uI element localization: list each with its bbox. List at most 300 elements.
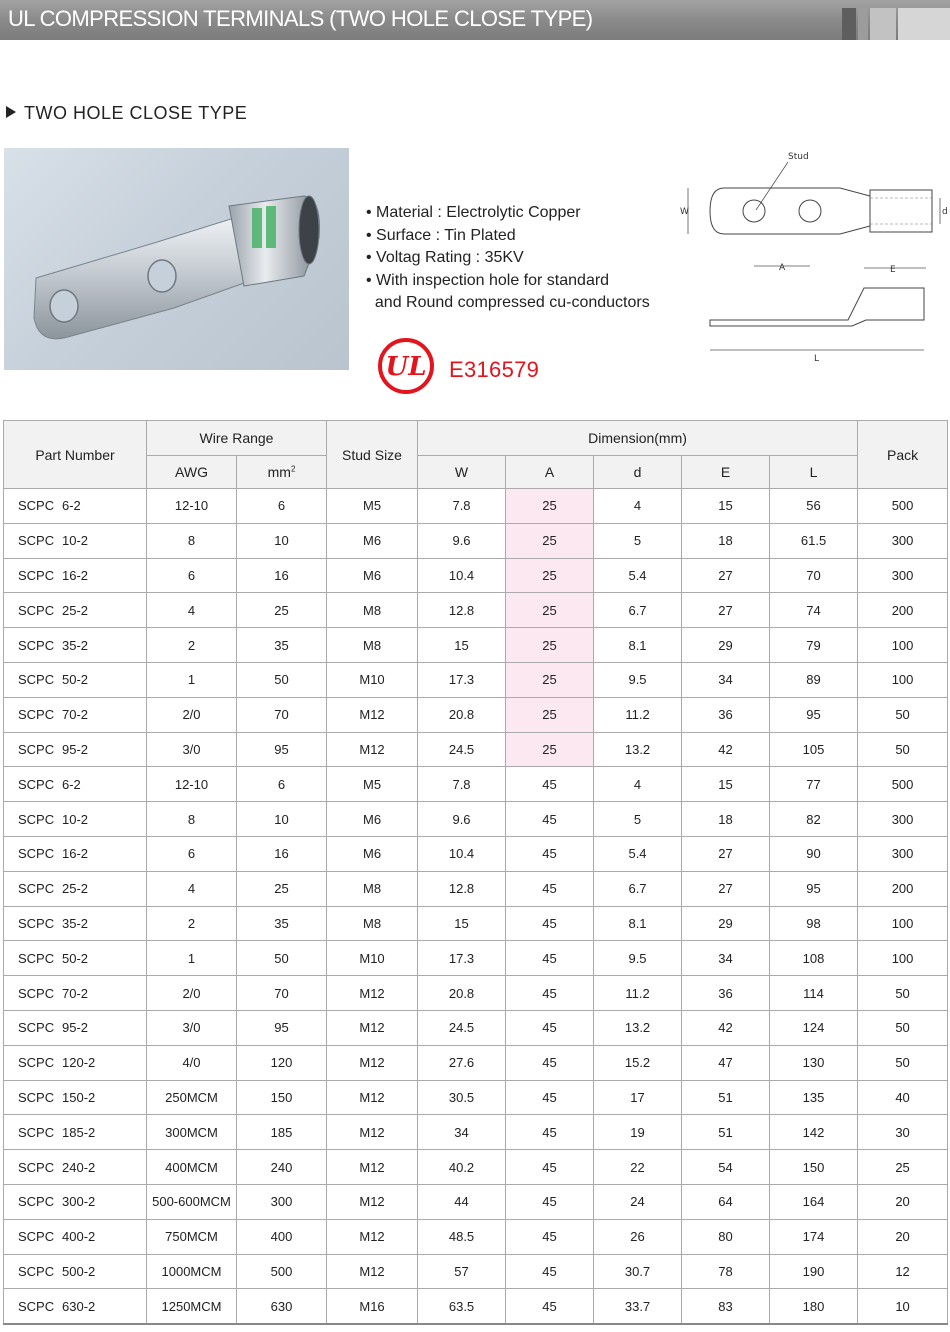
cell-pack: 10 [858,1289,948,1324]
cell-part-number [4,941,147,976]
terminal-lug-illustration [4,148,349,370]
cell-pack: 100 [858,941,948,976]
part-size: 400-2 [62,1229,96,1245]
cell-mm2: 35 [237,628,327,663]
cell-stud: M8 [327,906,418,941]
part-size: 25-2 [62,602,89,618]
part-size: 240-2 [62,1159,96,1175]
cell-e: 83 [682,1289,770,1324]
part-prefix: SCPC [18,881,55,897]
table-row [4,871,948,906]
cell-d: 13.2 [594,732,682,767]
cell-pack: 300 [858,802,948,837]
cell-w: 20.8 [418,697,506,732]
cell-stud: M12 [327,1010,418,1045]
spec-list [366,202,650,315]
cell-l: 79 [770,628,858,663]
header-mm-sup: 2 [290,464,296,474]
cell-stud: M12 [327,1184,418,1219]
cell-awg: 2/0 [147,697,237,732]
cell-a: 45 [506,802,594,837]
cell-w: 7.8 [418,489,506,524]
cell-mm2: 95 [237,1010,327,1045]
cell-d: 4 [594,767,682,802]
cell-stud: M12 [327,1080,418,1115]
cell-stud: M6 [327,802,418,837]
cell-stud: M12 [327,1219,418,1254]
cell-d: 5 [594,523,682,558]
part-size: 300-2 [62,1194,96,1210]
cell-d: 6.7 [594,593,682,628]
cell-w: 15 [418,906,506,941]
ul-file-number: E316579 [449,357,540,382]
cell-w: 34 [418,1115,506,1150]
cell-e: 18 [682,802,770,837]
part-prefix: SCPC [18,1089,55,1105]
cell-a: 45 [506,906,594,941]
cell-d: 11.2 [594,976,682,1011]
part-prefix: SCPC [18,672,55,688]
part-prefix: SCPC [18,602,55,618]
cell-l: 90 [770,836,858,871]
cell-l: 74 [770,593,858,628]
cell-mm2: 120 [237,1045,327,1080]
ul-logo-text: UL [385,352,427,382]
cell-a: 25 [506,523,594,558]
part-prefix: SCPC [18,1159,55,1175]
section-title [6,103,247,124]
part-size: 35-2 [62,915,89,931]
cell-a: 45 [506,871,594,906]
cell-l: 130 [770,1045,858,1080]
cell-stud: M12 [327,1150,418,1185]
cell-part-number [4,767,147,802]
cell-part-number [4,1150,147,1185]
cell-a: 45 [506,976,594,1011]
cell-part-number [4,1080,147,1115]
table-row [4,1010,948,1045]
cell-part-number [4,976,147,1011]
part-prefix: SCPC [18,985,55,1001]
table-row [4,489,948,524]
cell-part-number [4,1219,147,1254]
cell-e: 34 [682,941,770,976]
cell-awg: 3/0 [147,1010,237,1045]
cell-a: 25 [506,489,594,524]
cell-stud: M10 [327,662,418,697]
cell-w: 17.3 [418,941,506,976]
part-size: 10-2 [62,811,89,827]
cell-l: 105 [770,732,858,767]
spec-inspection: • With inspection hole for standard [366,271,610,289]
cell-d: 11.2 [594,697,682,732]
header-mm-text: mm [267,464,291,480]
header-mm2 [237,456,327,489]
cell-mm2: 16 [237,836,327,871]
table-row [4,1115,948,1150]
cell-pack: 300 [858,558,948,593]
cell-e: 15 [682,767,770,802]
cell-stud: M6 [327,836,418,871]
cell-l: 124 [770,1010,858,1045]
cell-pack: 12 [858,1254,948,1289]
diagram-label-d: d [942,207,948,217]
cell-pack: 20 [858,1219,948,1254]
spec-material: • Material : Electrolytic Copper [366,204,581,221]
header-pack: Pack [858,421,948,489]
cell-w: 17.3 [418,662,506,697]
cell-e: 34 [682,662,770,697]
table-row [4,697,948,732]
cell-a: 45 [506,1289,594,1324]
cell-awg: 3/0 [147,732,237,767]
cell-e: 42 [682,732,770,767]
cell-part-number [4,523,147,558]
cell-l: 77 [770,767,858,802]
part-size: 10-2 [62,533,89,549]
cell-stud: M10 [327,941,418,976]
cell-pack: 100 [858,662,948,697]
cell-d: 6.7 [594,871,682,906]
cell-pack: 100 [858,628,948,663]
cell-e: 36 [682,697,770,732]
cell-d: 9.5 [594,662,682,697]
header-e: E [682,456,770,489]
cell-l: 180 [770,1289,858,1324]
cell-pack: 50 [858,697,948,732]
diagram-label-stud: Stud [788,152,809,162]
ul-logo [376,338,436,399]
cell-e: 78 [682,1254,770,1289]
cell-part-number [4,662,147,697]
cell-mm2: 95 [237,732,327,767]
cell-pack: 40 [858,1080,948,1115]
cell-d: 13.2 [594,1010,682,1045]
cell-w: 30.5 [418,1080,506,1115]
cell-w: 9.6 [418,802,506,837]
cell-stud: M8 [327,628,418,663]
table-row [4,767,948,802]
cell-d: 33.7 [594,1289,682,1324]
cell-pack: 200 [858,871,948,906]
cell-a: 45 [506,1150,594,1185]
cell-a: 25 [506,593,594,628]
part-size: 35-2 [62,637,89,653]
cell-l: 190 [770,1254,858,1289]
part-prefix: SCPC [18,1020,55,1036]
cell-l: 82 [770,802,858,837]
ul-mark-icon [376,338,436,394]
header-awg: AWG [147,456,237,489]
cell-a: 45 [506,1219,594,1254]
cell-a: 25 [506,732,594,767]
part-size: 500-2 [62,1263,96,1279]
cell-d: 24 [594,1184,682,1219]
cell-pack: 50 [858,1010,948,1045]
part-size: 70-2 [62,707,89,723]
cell-part-number [4,558,147,593]
table-row [4,1184,948,1219]
cell-mm2: 25 [237,593,327,628]
diagram-label-a: A [779,263,786,273]
table-row [4,1219,948,1254]
table-row [4,836,948,871]
cell-pack: 50 [858,976,948,1011]
cell-part-number [4,1254,147,1289]
part-prefix: SCPC [18,637,55,653]
cell-stud: M12 [327,976,418,1011]
table-row [4,906,948,941]
section-title-text: TWO HOLE CLOSE TYPE [24,103,248,123]
cell-mm2: 25 [237,871,327,906]
cell-part-number [4,1010,147,1045]
cell-l: 142 [770,1115,858,1150]
cell-mm2: 70 [237,697,327,732]
header-dimension: Dimension(mm) [418,421,858,456]
cell-e: 42 [682,1010,770,1045]
table-row [4,732,948,767]
spec-voltage: • Voltag Rating : 35KV [366,249,524,266]
cell-w: 9.6 [418,523,506,558]
cell-awg: 2/0 [147,976,237,1011]
dimension-diagram [676,148,950,375]
cell-e: 18 [682,523,770,558]
part-size: 185-2 [62,1124,96,1140]
cell-a: 25 [506,628,594,663]
part-size: 95-2 [62,741,89,757]
cell-l: 135 [770,1080,858,1115]
banner-block-1 [842,8,856,40]
cell-pack: 200 [858,593,948,628]
header-stud-size: Stud Size [327,421,418,489]
cell-l: 164 [770,1184,858,1219]
part-prefix: SCPC [18,1124,55,1140]
cell-mm2: 50 [237,662,327,697]
cell-l: 61.5 [770,523,858,558]
cell-pack: 300 [858,836,948,871]
cell-e: 27 [682,871,770,906]
cell-awg: 2 [147,628,237,663]
cell-e: 29 [682,628,770,663]
cell-w: 12.8 [418,593,506,628]
cell-w: 44 [418,1184,506,1219]
part-size: 6-2 [62,498,81,514]
banner-block-3 [870,8,896,40]
cell-awg: 250MCM [147,1080,237,1115]
header-wire-range: Wire Range [147,421,327,456]
cell-awg: 1000MCM [147,1254,237,1289]
cell-mm2: 10 [237,523,327,558]
cell-pack: 20 [858,1184,948,1219]
cell-l: 70 [770,558,858,593]
cell-part-number [4,697,147,732]
cell-l: 95 [770,697,858,732]
cell-d: 26 [594,1219,682,1254]
table-row [4,941,948,976]
cell-e: 15 [682,489,770,524]
cell-l: 114 [770,976,858,1011]
cell-awg: 1 [147,941,237,976]
spec-inspection-cont: and Round compressed cu-conductors [366,294,650,311]
cell-l: 174 [770,1219,858,1254]
cell-w: 48.5 [418,1219,506,1254]
cell-awg: 8 [147,802,237,837]
part-size: 50-2 [62,672,89,688]
cell-mm2: 50 [237,941,327,976]
part-prefix: SCPC [18,1055,55,1071]
cell-pack: 25 [858,1150,948,1185]
cell-a: 25 [506,662,594,697]
cell-a: 45 [506,941,594,976]
table-row [4,1080,948,1115]
part-prefix: SCPC [18,567,55,583]
part-size: 50-2 [62,950,89,966]
cell-pack: 50 [858,1045,948,1080]
cell-l: 95 [770,871,858,906]
cell-stud: M12 [327,697,418,732]
cell-stud: M8 [327,871,418,906]
cell-part-number [4,836,147,871]
header-d: d [594,456,682,489]
cell-d: 5.4 [594,836,682,871]
cell-awg: 8 [147,523,237,558]
part-size: 95-2 [62,1020,89,1036]
cell-e: 29 [682,906,770,941]
cell-awg: 2 [147,906,237,941]
table-row [4,802,948,837]
table-row [4,558,948,593]
part-size: 120-2 [62,1055,96,1071]
cell-part-number [4,593,147,628]
cell-awg: 4 [147,871,237,906]
cell-mm2: 185 [237,1115,327,1150]
cell-a: 45 [506,1115,594,1150]
cell-a: 45 [506,1080,594,1115]
part-prefix: SCPC [18,776,55,792]
cell-awg: 1 [147,662,237,697]
cell-mm2: 10 [237,802,327,837]
cell-part-number [4,628,147,663]
cell-part-number [4,871,147,906]
cell-l: 108 [770,941,858,976]
cell-awg: 12-10 [147,489,237,524]
cell-e: 80 [682,1219,770,1254]
cell-a: 45 [506,1045,594,1080]
cell-l: 56 [770,489,858,524]
banner-title: UL COMPRESSION TERMINALS (TWO HOLE CLOSE TYPE) [8,6,593,31]
cell-pack: 300 [858,523,948,558]
cell-part-number [4,1115,147,1150]
part-prefix: SCPC [18,741,55,757]
cell-mm2: 240 [237,1150,327,1185]
cell-stud: M12 [327,1115,418,1150]
cell-l: 89 [770,662,858,697]
cell-pack: 50 [858,732,948,767]
cell-mm2: 70 [237,976,327,1011]
table-row [4,523,948,558]
cell-w: 27.6 [418,1045,506,1080]
cell-w: 7.8 [418,767,506,802]
header-w: W [418,456,506,489]
part-prefix: SCPC [18,498,55,514]
cell-a: 45 [506,1254,594,1289]
cell-awg: 12-10 [147,767,237,802]
part-prefix: SCPC [18,1229,55,1245]
cell-pack: 500 [858,489,948,524]
cell-stud: M12 [327,732,418,767]
cell-e: 27 [682,593,770,628]
cell-stud: M5 [327,767,418,802]
cell-e: 27 [682,836,770,871]
part-prefix: SCPC [18,915,55,931]
cell-mm2: 300 [237,1184,327,1219]
cell-l: 150 [770,1150,858,1185]
part-prefix: SCPC [18,846,55,862]
cell-d: 22 [594,1150,682,1185]
part-prefix: SCPC [18,811,55,827]
cell-w: 24.5 [418,732,506,767]
cell-w: 40.2 [418,1150,506,1185]
cell-a: 45 [506,1010,594,1045]
cell-d: 17 [594,1080,682,1115]
part-prefix: SCPC [18,1263,55,1279]
cell-e: 54 [682,1150,770,1185]
spec-table [3,420,948,1325]
part-size: 16-2 [62,567,89,583]
cell-e: 51 [682,1080,770,1115]
part-size: 25-2 [62,881,89,897]
spec-surface: • Surface : Tin Plated [366,226,516,244]
cell-stud: M8 [327,593,418,628]
cell-part-number [4,732,147,767]
cell-mm2: 400 [237,1219,327,1254]
cell-stud: M6 [327,558,418,593]
cell-l: 98 [770,906,858,941]
cell-d: 30.7 [594,1254,682,1289]
part-size: 16-2 [62,846,89,862]
table-row [4,976,948,1011]
cell-d: 5.4 [594,558,682,593]
part-size: 70-2 [62,985,89,1001]
table-row [4,662,948,697]
cell-d: 9.5 [594,941,682,976]
cell-mm2: 630 [237,1289,327,1324]
cell-mm2: 6 [237,767,327,802]
cell-mm2: 150 [237,1080,327,1115]
cell-w: 24.5 [418,1010,506,1045]
cell-mm2: 500 [237,1254,327,1289]
part-size: 150-2 [62,1089,96,1105]
header-part-number: Part Number [4,421,147,489]
cell-w: 15 [418,628,506,663]
table-row [4,1289,948,1324]
part-prefix: SCPC [18,533,55,549]
part-prefix: SCPC [18,1298,55,1314]
cell-d: 8.1 [594,906,682,941]
cell-stud: M5 [327,489,418,524]
cell-part-number [4,489,147,524]
part-size: 630-2 [62,1298,96,1314]
table-row [4,593,948,628]
cell-d: 15.2 [594,1045,682,1080]
cell-awg: 750MCM [147,1219,237,1254]
diagram-label-l: L [814,354,820,364]
cell-a: 25 [506,697,594,732]
table-row [4,1254,948,1289]
part-prefix: SCPC [18,707,55,723]
cell-a: 45 [506,836,594,871]
cell-pack: 100 [858,906,948,941]
